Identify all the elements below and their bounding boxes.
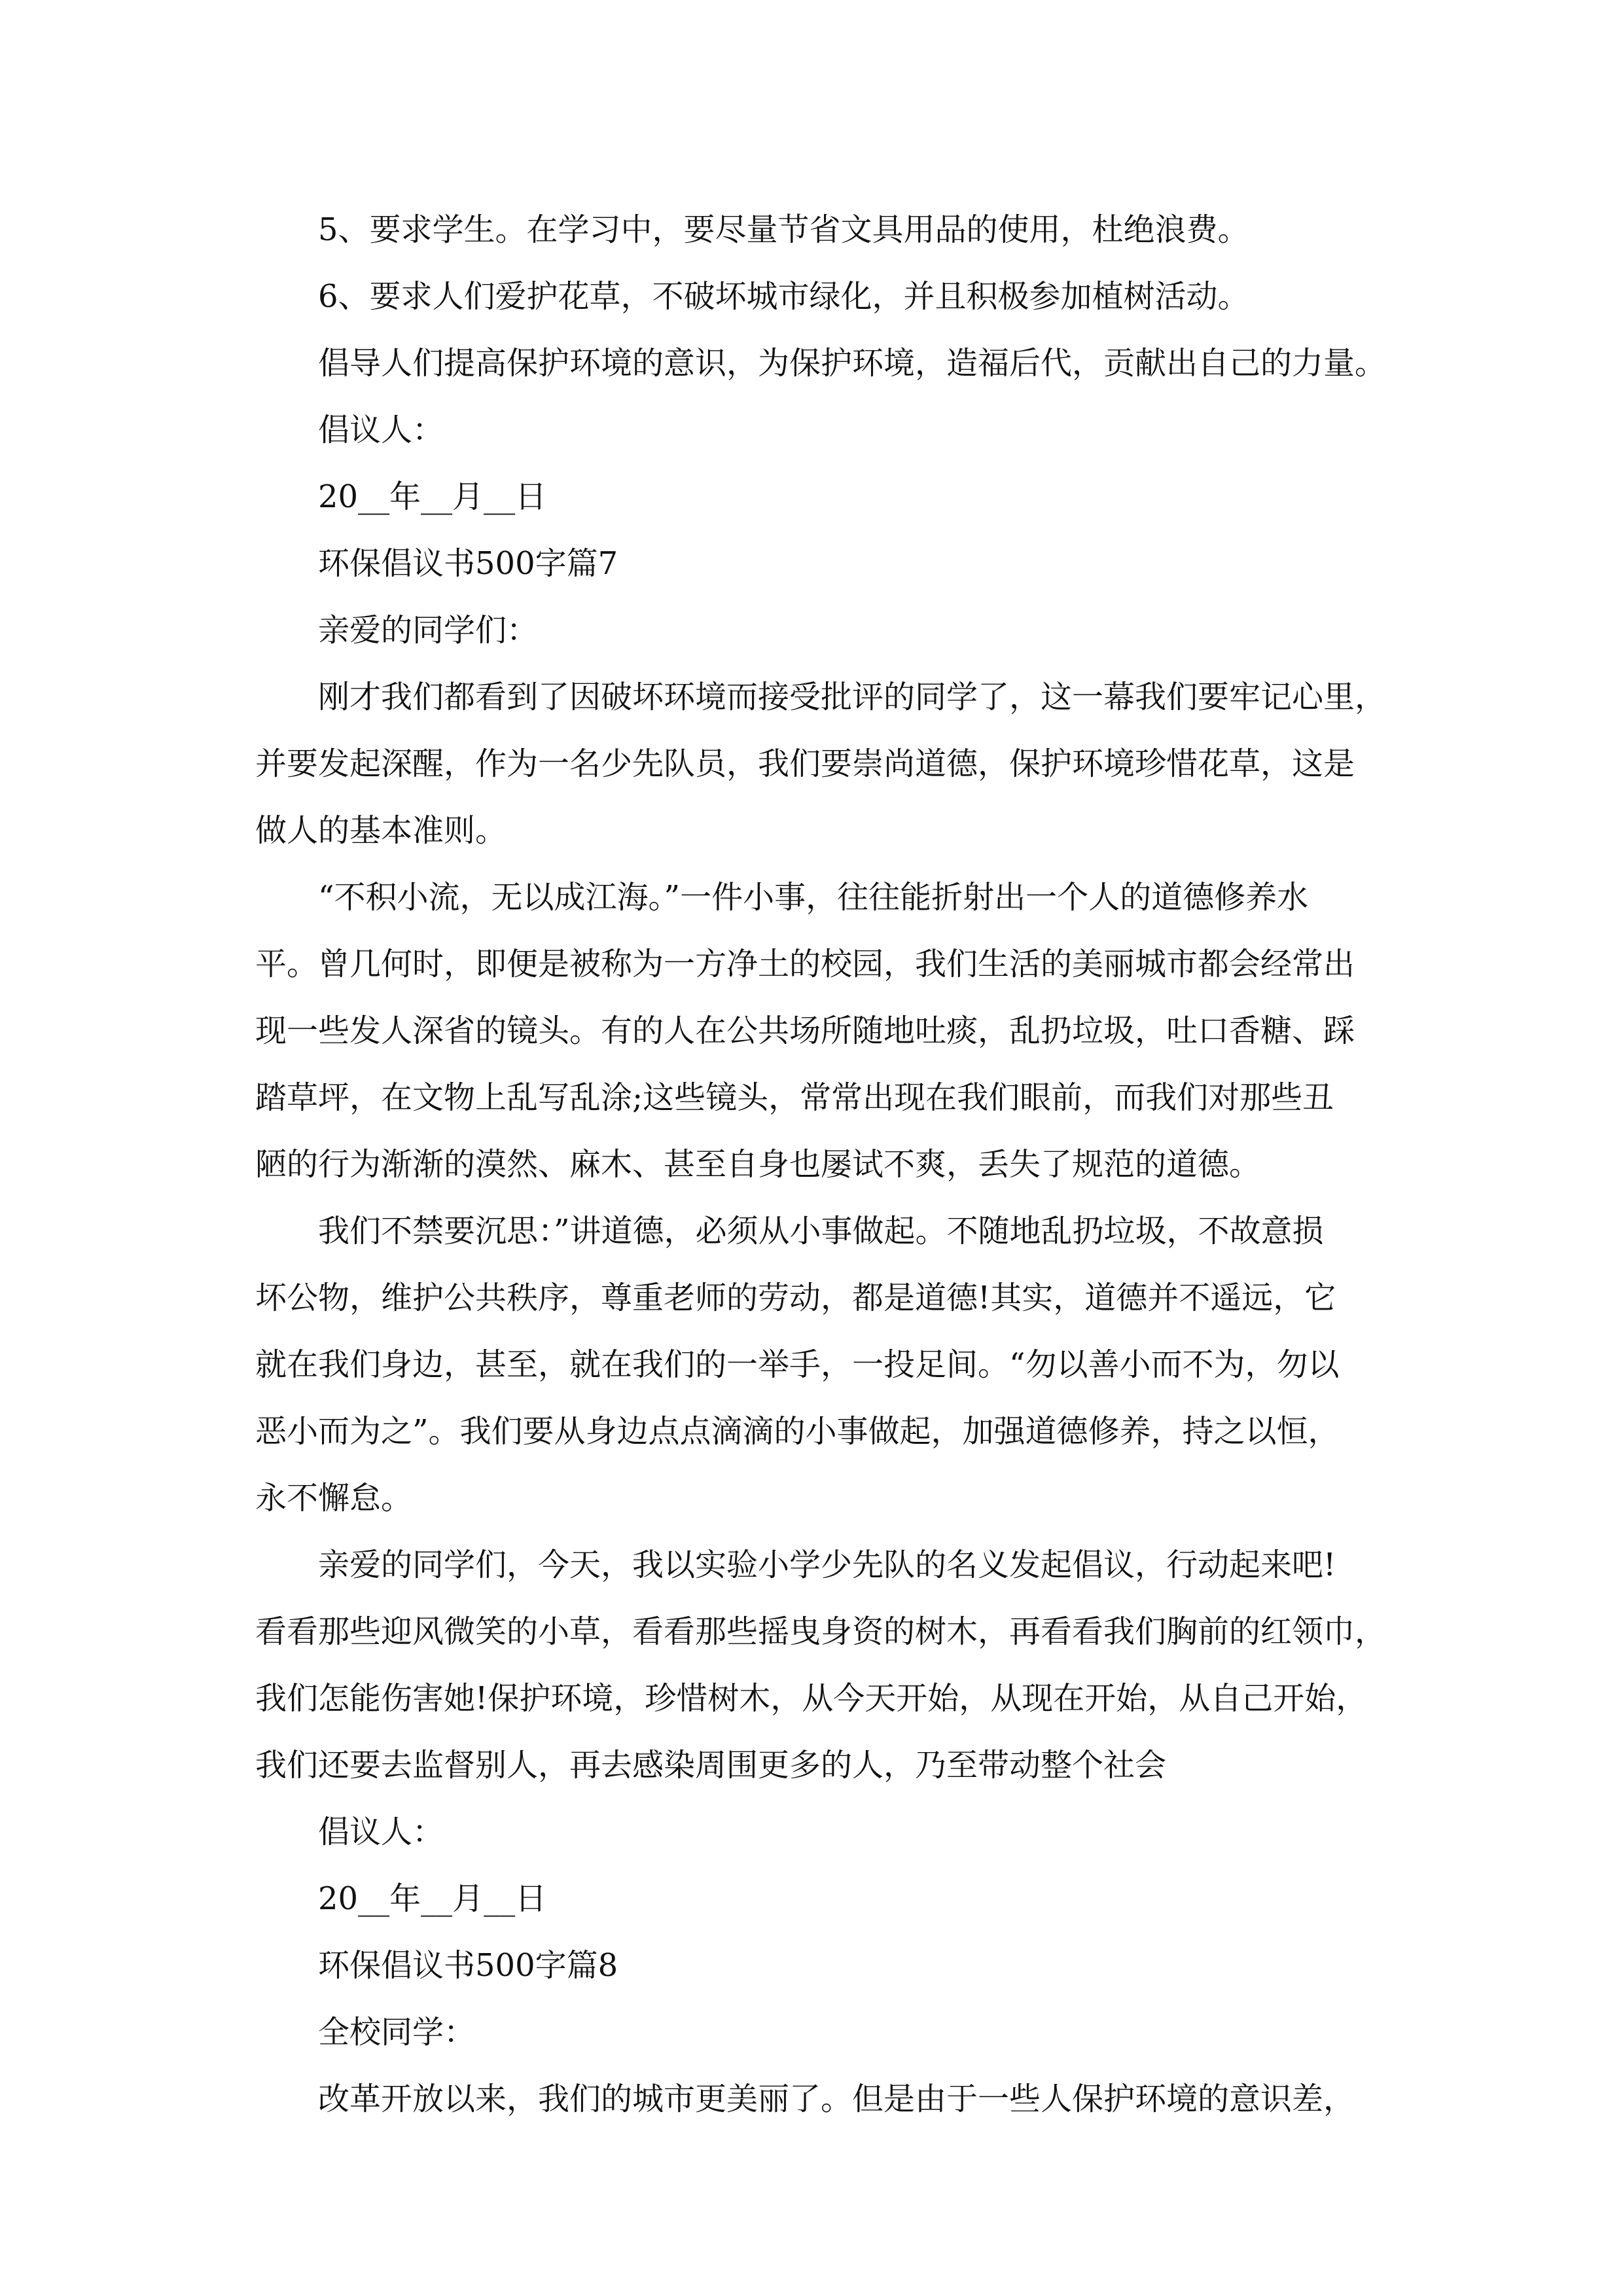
- paragraph-line: 陋的行为渐渐的漠然、麻木、甚至自身也屡试不爽，丢失了规范的道德。: [255, 1146, 1261, 1183]
- paragraph-line: 改革开放以来，我们的城市更美丽了。但是由于一些人保护环境的意识差，: [318, 2081, 1355, 2117]
- paragraph-line: 我们还要去监督别人，再去感染周围更多的人，乃至带动整个社会: [255, 1747, 1167, 1784]
- list-item-6: 6、要求人们爱护花草，不破坏城市绿化，并且积极参加植树活动。: [318, 278, 1249, 315]
- salutation: 全校同学：: [318, 2014, 476, 2051]
- paragraph-line: 倡导人们提高保护环境的意识，为保护环境，造福后代，贡献出自己的力量。: [318, 345, 1387, 382]
- paragraph-line: 坏公物，维护公共秩序，尊重老师的劳动，都是道德!其实，道德并不遥远，它: [255, 1280, 1336, 1316]
- date-line: 20__年__月__日: [318, 478, 547, 515]
- document-body: [255, 196, 1427, 2132]
- paragraph-line: 亲爱的同学们，今天，我以实验小学少先队的名义发起倡议，行动起来吧!: [318, 1547, 1336, 1583]
- paragraph-line: 平。曾几何时，即便是被称为一方净土的校园，我们生活的美丽城市都会经常出: [255, 946, 1355, 982]
- paragraph-line: 刚才我们都看到了因破坏环境而接受批评的同学了，这一幕我们要牢记心里，: [318, 679, 1387, 715]
- paragraph-line: 我们不禁要沉思：”讲道德，必须从小事做起。不随地乱扔垃圾，不故意损: [318, 1213, 1324, 1249]
- paragraph-line: 现一些发人深省的镜头。有的人在公共场所随地吐痰，乱扔垃圾，吐口香糖、踩: [255, 1013, 1355, 1049]
- paragraph-line: “不积小流，无以成江海。”一件小事，往往能折射出一个人的道德修养水: [318, 879, 1309, 916]
- paragraph-line: 永不懈怠。: [255, 1480, 413, 1516]
- paragraph-line: 恶小而为之”。我们要从身边点点滴滴的小事做起，加强道德修养，持之以恒，: [255, 1413, 1340, 1450]
- paragraph-line: 并要发起深醒，作为一名少先队员，我们要崇尚道德，保护环境珍惜花草，这是: [255, 745, 1355, 782]
- paragraph-line: 看看那些迎风微笑的小草，看看那些摇曳身资的树木，再看看我们胸前的红领巾，: [255, 1613, 1387, 1650]
- signature-label: 倡议人：: [318, 1814, 444, 1850]
- paragraph-line: 踏草坪，在文物上乱写乱涂;这些镜头，常常出现在我们眼前，而我们对那些丑: [255, 1079, 1334, 1116]
- signature-label: 倡议人：: [318, 412, 444, 448]
- paragraph-line: 我们怎能伤害她!保护环境，珍惜树木，从今天开始，从现在开始，从自己开始，: [255, 1680, 1368, 1717]
- date-line: 20__年__月__日: [318, 1880, 547, 1917]
- list-item-5: 5、要求学生。在学习中，要尽量节省文具用品的使用，杜绝浪费。: [318, 211, 1249, 248]
- paragraph-line: 就在我们身边，甚至，就在我们的一举手，一投足间。“勿以善小而不为，勿以: [255, 1346, 1340, 1383]
- paragraph-line: 做人的基本准则。: [255, 812, 507, 849]
- salutation: 亲爱的同学们：: [318, 612, 539, 649]
- section-heading: 环保倡议书500字篇7: [318, 545, 618, 582]
- section-heading: 环保倡议书500字篇8: [318, 1947, 618, 1984]
